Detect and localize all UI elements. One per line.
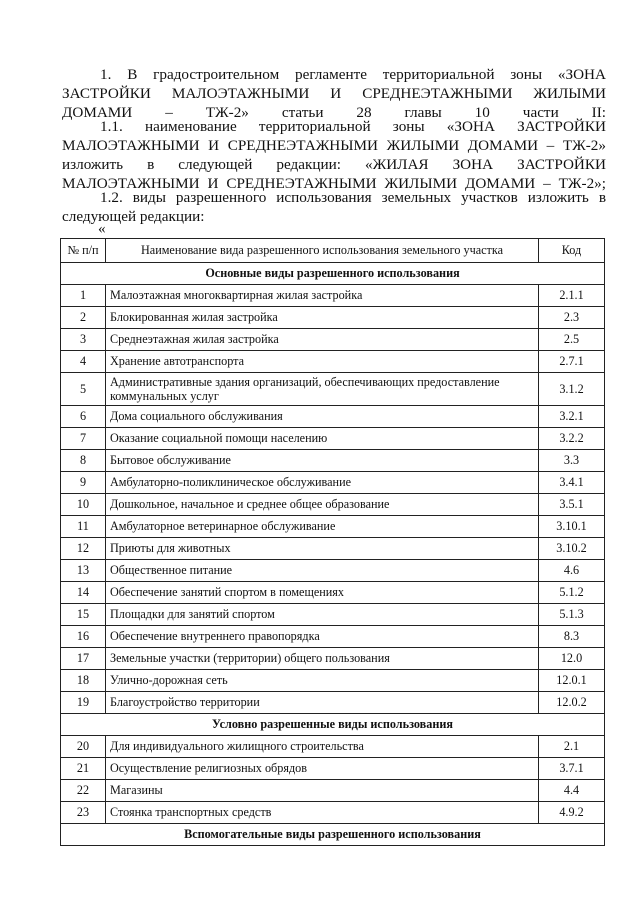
table-row [61, 692, 605, 714]
use-name: Благоустройство территории [106, 692, 539, 714]
row-number: 18 [61, 670, 106, 692]
use-code: 3.4.1 [539, 472, 605, 494]
table-row [61, 604, 605, 626]
paragraph-1 [62, 65, 606, 122]
table-row [61, 802, 605, 824]
table-row [61, 428, 605, 450]
row-number: 19 [61, 692, 106, 714]
use-code: 2.5 [539, 329, 605, 351]
use-code: 2.1 [539, 736, 605, 758]
use-code: 4.4 [539, 780, 605, 802]
table-row [61, 670, 605, 692]
use-code: 5.1.2 [539, 582, 605, 604]
use-name: Обеспечение внутреннего правопорядка [106, 626, 539, 648]
paragraph-1-text: 1. В градостроительном регламенте территориальной зоны «ЗОНА ЗАСТРОЙКИ МАЛОЭТАЖНЫМИ И СРЕДНЕЭТАЖНЫМИ ЖИЛЫМИ ДОМАМИ – ТЖ-2» статьи 28 главы 10 части II: [62, 66, 606, 121]
use-code: 12.0 [539, 648, 605, 670]
use-name: Оказание социальной помощи населению [106, 428, 539, 450]
table-row [61, 329, 605, 351]
section-header-row [61, 824, 605, 846]
use-code: 2.7.1 [539, 351, 605, 373]
row-number: 13 [61, 560, 106, 582]
row-number: 17 [61, 648, 106, 670]
table-row [61, 450, 605, 472]
row-number: 6 [61, 406, 106, 428]
use-name: Площадки для занятий спортом [106, 604, 539, 626]
land-use-table [60, 238, 605, 846]
opening-quote: « [98, 220, 106, 237]
use-code: 5.1.3 [539, 604, 605, 626]
use-code: 8.3 [539, 626, 605, 648]
section-header-row [61, 263, 605, 285]
section-header-row [61, 714, 605, 736]
table-row [61, 560, 605, 582]
row-number: 23 [61, 802, 106, 824]
use-code: 3.5.1 [539, 494, 605, 516]
use-code: 3.10.1 [539, 516, 605, 538]
header-code: Код [539, 239, 605, 263]
paragraph-1-2-text: 1.2. виды разрешенного использования земельных участков изложить в следующей редакции: [62, 189, 606, 225]
use-code: 4.6 [539, 560, 605, 582]
row-number: 5 [61, 373, 106, 406]
row-number: 2 [61, 307, 106, 329]
use-name: Магазины [106, 780, 539, 802]
table-row [61, 648, 605, 670]
use-name: Среднеэтажная жилая застройка [106, 329, 539, 351]
use-code: 3.2.2 [539, 428, 605, 450]
use-name: Административные здания организаций, обеспечивающих предоставление коммунальных услуг [106, 373, 539, 406]
row-number: 10 [61, 494, 106, 516]
header-num: № п/п [61, 239, 106, 263]
use-name: Обеспечение занятий спортом в помещениях [106, 582, 539, 604]
row-number: 14 [61, 582, 106, 604]
table-row [61, 538, 605, 560]
table-row [61, 582, 605, 604]
use-name: Дома социального обслуживания [106, 406, 539, 428]
table-row [61, 406, 605, 428]
table-row [61, 472, 605, 494]
use-name: Малоэтажная многоквартирная жилая застройка [106, 285, 539, 307]
row-number: 12 [61, 538, 106, 560]
table-row [61, 736, 605, 758]
row-number: 22 [61, 780, 106, 802]
use-name: Приюты для животных [106, 538, 539, 560]
use-name: Амбулаторно-поликлиническое обслуживание [106, 472, 539, 494]
header-name: Наименование вида разрешенного использования земельного участка [106, 239, 539, 263]
paragraph-1-2 [62, 188, 606, 226]
use-name: Хранение автотранспорта [106, 351, 539, 373]
row-number: 1 [61, 285, 106, 307]
table-row [61, 373, 605, 406]
row-number: 7 [61, 428, 106, 450]
row-number: 16 [61, 626, 106, 648]
use-code: 4.9.2 [539, 802, 605, 824]
row-number: 21 [61, 758, 106, 780]
use-name: Бытовое обслуживание [106, 450, 539, 472]
section-title: Основные виды разрешенного использования [61, 263, 605, 285]
use-code: 3.1.2 [539, 373, 605, 406]
use-code: 3.2.1 [539, 406, 605, 428]
use-name: Блокированная жилая застройка [106, 307, 539, 329]
use-name: Осуществление религиозных обрядов [106, 758, 539, 780]
use-code: 3.7.1 [539, 758, 605, 780]
row-number: 4 [61, 351, 106, 373]
row-number: 15 [61, 604, 106, 626]
section-title: Вспомогательные виды разрешенного использования [61, 824, 605, 846]
use-name: Земельные участки (территории) общего пользования [106, 648, 539, 670]
use-name: Улично-дорожная сеть [106, 670, 539, 692]
table-row [61, 351, 605, 373]
use-code: 3.10.2 [539, 538, 605, 560]
table-header-row [61, 239, 605, 263]
use-code: 2.1.1 [539, 285, 605, 307]
row-number: 20 [61, 736, 106, 758]
row-number: 8 [61, 450, 106, 472]
use-code: 3.3 [539, 450, 605, 472]
row-number: 3 [61, 329, 106, 351]
table-body [61, 263, 605, 846]
table-row [61, 494, 605, 516]
use-code: 12.0.1 [539, 670, 605, 692]
use-code: 12.0.2 [539, 692, 605, 714]
table-row [61, 307, 605, 329]
section-title: Условно разрешенные виды использования [61, 714, 605, 736]
use-code: 2.3 [539, 307, 605, 329]
row-number: 11 [61, 516, 106, 538]
table-row [61, 780, 605, 802]
table-row [61, 285, 605, 307]
use-name: Амбулаторное ветеринарное обслуживание [106, 516, 539, 538]
row-number: 9 [61, 472, 106, 494]
paragraph-1-1-text: 1.1. наименование территориальной зоны «ЗОНА ЗАСТРОЙКИ МАЛОЭТАЖНЫМИ И СРЕДНЕЭТАЖНЫМИ ЖИЛЫМИ ДОМАМИ – ТЖ-2» изложить в следующей редакции: «ЖИЛАЯ ЗОНА ЗАСТРОЙКИ МАЛОЭТАЖНЫМИ И СРЕДНЕЭТАЖНЫМИ ЖИЛЫМИ ДОМАМИ – ТЖ-2»; [62, 118, 606, 192]
paragraph-1-1 [62, 117, 606, 193]
table-row [61, 516, 605, 538]
use-name: Общественное питание [106, 560, 539, 582]
use-name: Для индивидуального жилищного строительства [106, 736, 539, 758]
table-row [61, 626, 605, 648]
use-name: Дошкольное, начальное и среднее общее образование [106, 494, 539, 516]
table-row [61, 758, 605, 780]
use-name: Стоянка транспортных средств [106, 802, 539, 824]
